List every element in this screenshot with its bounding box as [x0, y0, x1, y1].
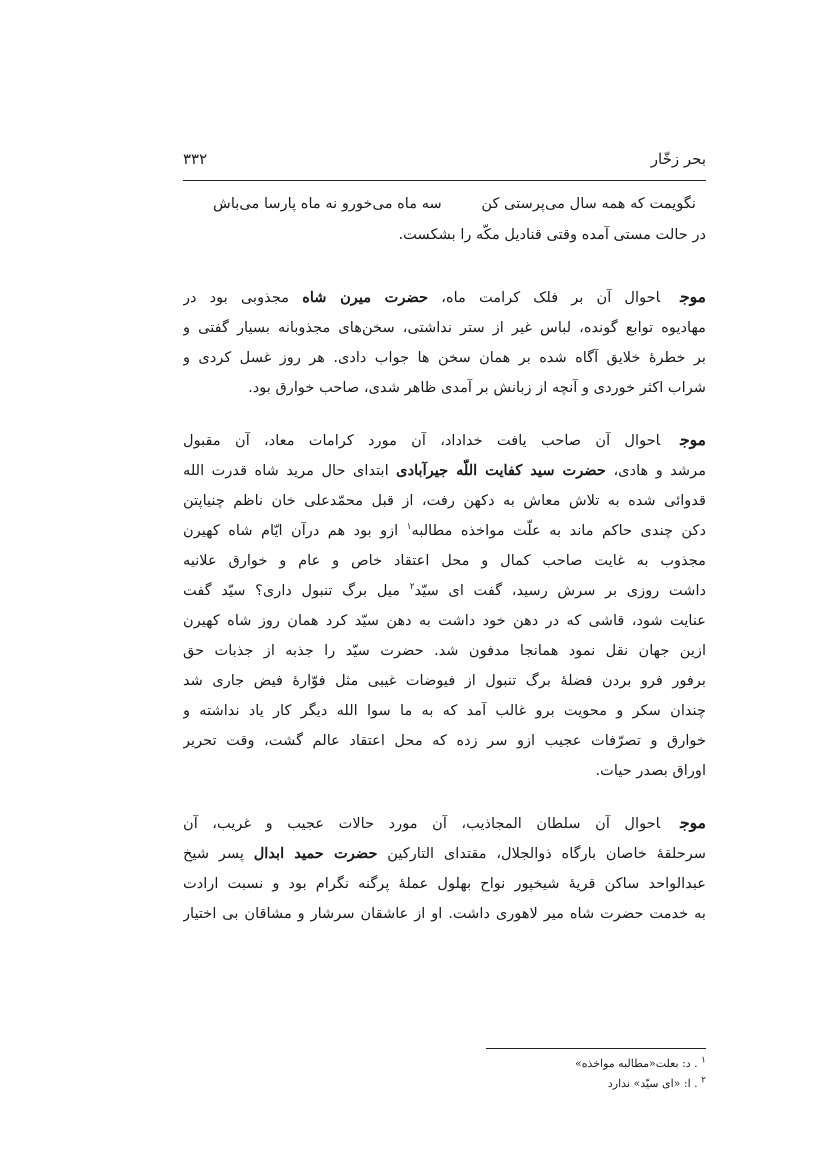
paragraph-line: چندان سکر و محویت برو غالب آمد که به ما سوا الله دیگر کار یاد نداشته و	[183, 702, 706, 719]
line-text: ابتدای حال مرید شاه قدرت الله	[183, 462, 397, 479]
paragraph-line	[183, 808, 706, 839]
section-heading: موج	[680, 430, 706, 449]
paragraph-line: خوارق و تصرّفات عجیب ازو سر زده که محل اعتقاد عالم گشت، وقت تحریر	[183, 732, 706, 749]
paragraph-line: ازین جهان نقل نمود همانجا مدفون شد. حضرت سیّد را جذبه از جذبات حق	[183, 642, 706, 659]
paragraph-line: عنایت شود، قاشی که در دهن خود داشت به دهن سیّد کرد همان روز شاه کهیرن	[183, 612, 706, 629]
paragraph-line: قدوائی شده به تلاش معاش به دکهن رفت، از قبل محمّدعلی خان ناظم چنیاپتن	[183, 492, 706, 509]
footnote-number: ۱	[701, 1055, 706, 1066]
saint-name: حضرت میرن شاه	[302, 289, 429, 306]
section-heading: موج	[680, 813, 706, 832]
footnote-2	[400, 1074, 706, 1094]
footnote-text: . ا: «ای سیّد» ندارد	[607, 1077, 698, 1090]
paragraph-line	[183, 425, 706, 456]
paragraph-line: برفور فرو بردن فضلهٔ برگ تنبول از فیوضات غیبی مثل فوّارهٔ فیض جاری شد	[183, 672, 706, 689]
saint-name: حضرت حمید ابدال	[253, 845, 378, 862]
paragraph-line: شراب اکثر خوردی و آنچه از زبانش بر آمدی ظاهر شدی، صاحب خوارق بود.	[248, 379, 706, 396]
line-text: سرحلقهٔ خاصان بارگاه ذوالجلال، مقتدای التارکین	[387, 845, 706, 862]
paragraph-2	[183, 425, 706, 786]
page-body	[183, 188, 706, 929]
footnotes	[400, 1054, 706, 1094]
line-text: دکن چندی حاکم ماند به علّت مواخذه مطالبه	[411, 522, 706, 539]
paragraph-line: مهادیوه توابع گونده، لباس غیر از ستر نداشتی، سخن‌های مجذوبانه بسیار گفتی و	[183, 319, 706, 336]
paragraph-1	[183, 282, 706, 403]
line-text: ازو بود هم درآن ایّام شاه کهیرن	[183, 522, 407, 539]
paragraph-line: بر خطرهٔ خلایق آگاه شده بر همان سخن ها جواب دادی. هر روز غسل کردی و	[183, 349, 706, 366]
paragraph-line	[183, 839, 706, 869]
section-heading: موج	[680, 287, 706, 306]
saint-name: حضرت سید کفایت اللّه جیرآبادی	[396, 462, 606, 479]
paragraph-line	[183, 282, 706, 313]
line-text: احوال آن صاحب یافت خداداد، آن مورد کرامات معاد، آن مقبول	[183, 432, 661, 449]
footnote-ref: ۱	[406, 522, 412, 533]
paragraph-line: مجذوب به غایت صاحب کمال و محل اعتقاد خاص و عام و خوارق علانیه	[183, 552, 706, 569]
line-text: مجذوبی بود در	[183, 289, 303, 306]
line-text: احوال آن سلطان المجاذیب، آن مورد حالات عجیب و غریب، آن	[183, 815, 661, 832]
running-title: بحر زخّار	[650, 150, 706, 168]
page-header	[183, 146, 706, 181]
line-text: احوال آن بر فلک کرامت ماه،	[441, 289, 661, 306]
footnote-ref: ۲	[409, 582, 415, 593]
line-text: میل برگ تنبول داری؟ سیّد گفت	[183, 582, 410, 599]
paragraph-line	[183, 456, 706, 486]
paragraph-line	[183, 576, 706, 606]
line-text: پسر شیخ	[183, 845, 254, 862]
footnote-number: ۲	[701, 1075, 706, 1086]
line-text: داشت روزی بر سرش رسید، گفت ای سیّد	[414, 582, 706, 599]
footnote-divider	[486, 1048, 706, 1049]
paragraph-line	[183, 516, 706, 546]
verse-hemistich-first: نگویمت که همه سال می‌پرستی کن	[481, 195, 696, 212]
footnote-text: . د: بعلت«مطالبه مواخذه»	[574, 1057, 698, 1070]
verse-couplet	[183, 188, 706, 220]
paragraph-3	[183, 808, 706, 929]
intro-line: در حالت مستی آمده وقتی قنادیل مکّه را بشکست.	[398, 226, 706, 243]
page-number: ۳۳۲	[183, 150, 208, 168]
paragraph-line: عبدالواحد ساکن قریهٔ شیخپور نواح بهلول عملهٔ پرگنه نگرام بود و نسبت ارادت	[183, 875, 706, 892]
footnote-1	[400, 1054, 706, 1074]
paragraph-line: به خدمت حضرت شاه میر لاهوری داشت. او از عاشقان سرشار و مشاقان بی اختیار	[183, 905, 706, 922]
paragraph-line: اوراق بصدر حیات.	[595, 762, 706, 779]
line-text: مرشد و هادی،	[613, 462, 706, 479]
verse-hemistich-second: سه ماه می‌خورو نه ماه پارسا می‌باش	[213, 195, 442, 212]
